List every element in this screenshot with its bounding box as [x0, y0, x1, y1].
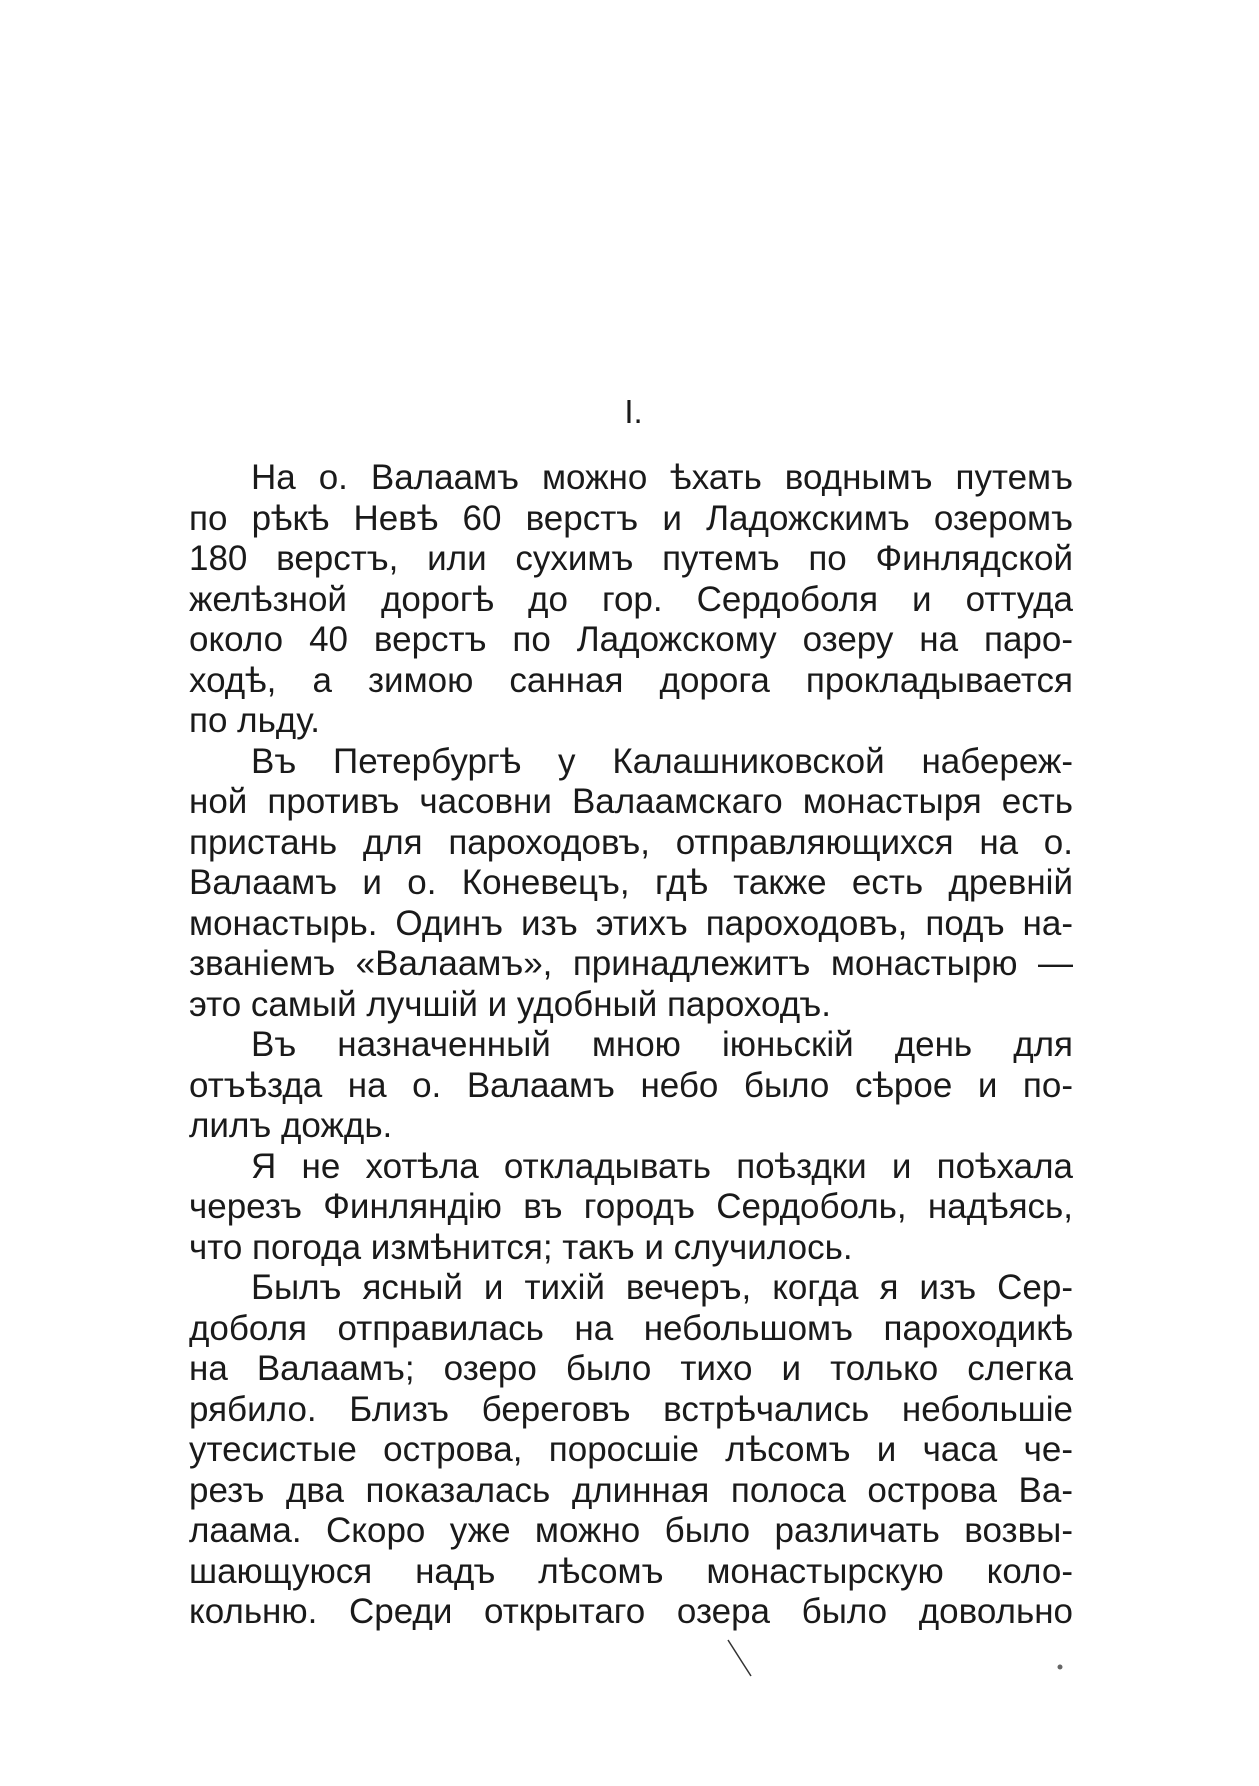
- text-line: около 40 верстъ по Ладожскому озеру на паро-: [189, 620, 1073, 659]
- text-line: отъѣзда на о. Валаамъ небо было сѣрое и по-: [189, 1065, 1073, 1105]
- text-line: доболя отправилась на небольшомъ пароходикѣ: [189, 1308, 1073, 1348]
- text-line: рябило. Близъ береговъ встрѣчались небольшіе: [189, 1389, 1073, 1429]
- body-text: [189, 458, 1073, 1633]
- text-line: что погода измѣнится; такъ и случилось.: [189, 1227, 853, 1267]
- text-line: ной противъ часовни Валаамскаго монастыря есть: [189, 782, 1073, 821]
- text-line: лилъ дождь.: [189, 1106, 393, 1145]
- text-line: черезъ Финляндію въ городъ Сердоболь, надѣясь,: [189, 1187, 1073, 1226]
- text-line: на Валаамъ; озеро было тихо и только слегка: [189, 1349, 1073, 1388]
- paragraph: [189, 1268, 1073, 1633]
- text-line: утесистые острова, поросшіе лѣсомъ и часа че-: [189, 1430, 1073, 1469]
- text-line: 180 верстъ, или сухимъ путемъ по Финлядской: [189, 539, 1073, 578]
- text-line: званіемъ «Валаамъ», принадлежитъ монастырю —: [189, 944, 1073, 983]
- text-line: желѣзной дорогѣ до гор. Сердоболя и оттуда: [189, 579, 1073, 619]
- text-line: Былъ ясный и тихій вечеръ, когда я изъ Сер-: [251, 1268, 1073, 1307]
- paragraph: [189, 742, 1073, 1026]
- paragraph: [189, 1025, 1073, 1147]
- text-line: по рѣкѣ Невѣ 60 верстъ и Ладожскимъ озеромъ: [189, 498, 1073, 538]
- text-line: Валаамъ и о. Коневецъ, гдѣ также есть древній: [189, 863, 1073, 902]
- text-line: ходѣ, а зимою санная дорога прокладывается: [189, 660, 1073, 700]
- paragraph: [189, 1147, 1073, 1269]
- text-line: Въ назначенный мною іюньскій день для: [251, 1025, 1073, 1064]
- text-line: резъ два показалась длинная полоса острова Ва-: [189, 1470, 1073, 1510]
- text-line: это самый лучшій и удобный пароходъ.: [189, 984, 831, 1024]
- text-line: Я не хотѣла откладывать поѣздки и поѣхала: [251, 1146, 1073, 1186]
- paragraph: [189, 458, 1073, 742]
- text-line: монастырь. Одинъ изъ этихъ пароходовъ, подъ на-: [189, 903, 1073, 943]
- text-line: по льду.: [189, 701, 320, 740]
- text-line: На о. Валаамъ можно ѣхать воднымъ путемъ: [251, 458, 1073, 497]
- text-line: Въ Петербургѣ у Калашниковской набереж-: [251, 741, 1073, 781]
- text-line: пристань для пароходовъ, отправляющихся на о.: [189, 822, 1073, 862]
- text-line: шающуюся надъ лѣсомъ монастырскую коло-: [189, 1551, 1073, 1591]
- chapter-number: I.: [624, 393, 643, 430]
- text-line: лаама. Скоро уже можно было различать возвы-: [189, 1511, 1073, 1550]
- text-line: кольню. Среди открытаго озера было довольно: [189, 1592, 1073, 1631]
